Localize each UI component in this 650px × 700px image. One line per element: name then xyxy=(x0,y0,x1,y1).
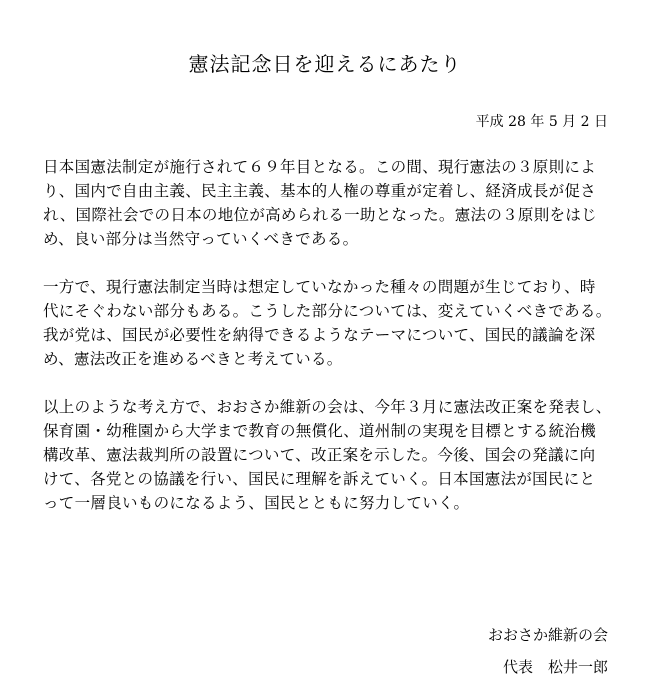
paragraph-line: 保育園・幼稚園から大学まで教育の無償化、道州制の実現を目標とする統治機 xyxy=(43,422,597,440)
paragraph-line: 構改革、憲法裁判所の設置について、改正案を示した。今後、国会の発議に向 xyxy=(43,446,596,464)
paragraph-2 xyxy=(43,275,611,371)
paragraph-line: り、国内で自由主義、民主主義、基本的人権の尊重が定着し、経済成長が促さ xyxy=(43,182,597,200)
paragraph-line: 代にそぐわない部分もある。こうした部分については、変えていくべきである。 xyxy=(43,302,612,320)
organization-name: おおさか維新の会 xyxy=(487,626,608,644)
paragraph-line: けて、各党との協議を行い、国民に理解を訴えていく。日本国憲法が国民にと xyxy=(43,470,596,488)
signer-name: 代表 松井一郎 xyxy=(502,658,608,676)
page-title: 憲法記念日を迎えるにあたり xyxy=(188,52,462,76)
paragraph-line: 以上のような考え方で、おおさか維新の会は、今年３月に憲法改正案を発表し、 xyxy=(43,398,612,416)
paragraph-line: れ、国際社会での日本の地位が高められる一助となった。憲法の３原則をはじ xyxy=(43,206,597,224)
paragraph-line: め、憲法改正を進めるべきと考えている。 xyxy=(43,350,343,368)
paragraph-line: め、良い部分は当然守っていくべきである。 xyxy=(43,230,359,248)
paragraph-line: 我が党は、国民が必要性を納得できるようなテーマについて、国民的議論を深 xyxy=(43,326,596,344)
paragraph-3 xyxy=(43,395,611,515)
document-date: 平成 28 年 5 月 2 日 xyxy=(475,114,608,130)
paragraph-line: って一層良いものになるよう、国民とともに努力していく。 xyxy=(43,494,470,512)
paragraph-1 xyxy=(43,155,611,251)
paragraph-line: 一方で、現行憲法制定当時は想定していなかった種々の問題が生じており、時 xyxy=(43,278,596,296)
paragraph-line: 日本国憲法制定が施行されて６９年目となる。この間、現行憲法の３原則によ xyxy=(43,158,597,176)
